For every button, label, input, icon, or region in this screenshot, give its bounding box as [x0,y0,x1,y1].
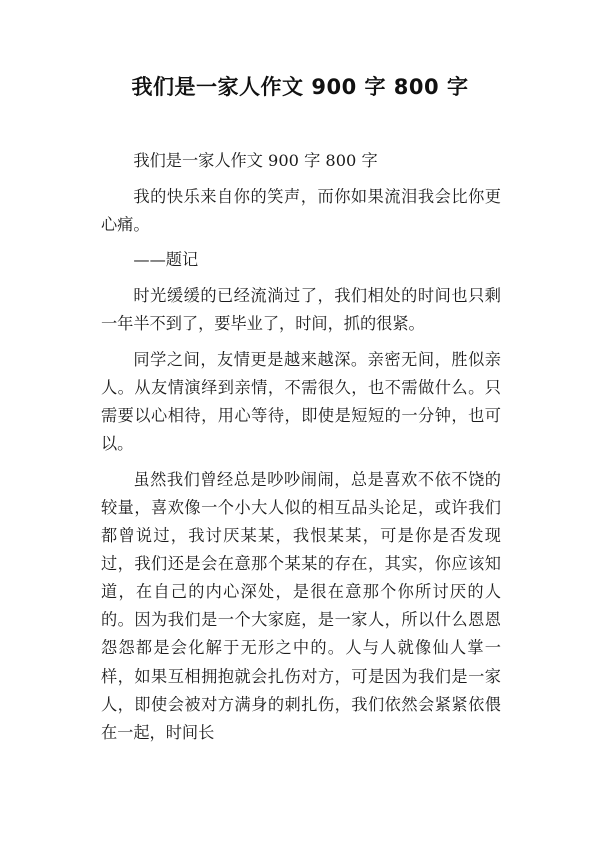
paragraph-subtitle: 我们是一家人作文 900 字 800 字 [133,151,378,170]
paragraph: 虽然我们曾经总是吵吵闹闹，总是喜欢不依不饶的较量，喜欢像一个小大人似的相互品头论足，或许我们都曾说过，我讨厌某某，我恨某某，可是你是否发现过，我们还是会在意那个某某的存在，其实，你应该知道，在自己的内心深处，是很在意那个你所讨厌的人的。因为我们是一个大家庭，是一家人，所以什么恩恩怨怨都是会化解于无形之中的。人与人就像仙人掌一样，如果互相拥抱就会扎伤对方，可是因为我们是一家人，即使会被对方满身的刺扎伤，我们依然会紧紧依偎在一起，时间长 [101,469,501,742]
paragraph-epigraph-attribution: ——题记 [133,250,199,270]
paragraph-epigraph: 我的快乐来自你的笑声，而你如果流泪我会比你更心痛。 [101,186,501,234]
document-body [101,147,501,754]
document-title: 我们是一家人作文 900 字 800 字 [131,75,469,99]
paragraph: 同学之间，友情更是越来越深。亲密无间，胜似亲人。从友情演绎到亲情，不需很久，也不需做什么。只需要以心相待，用心等待，即使是短短的一分钟，也可以。 [101,349,501,454]
paragraph: 时光缓缓的已经流淌过了，我们相处的时间也只剩一年半不到了，要毕业了，时间，抓的很紧。 [101,286,501,334]
